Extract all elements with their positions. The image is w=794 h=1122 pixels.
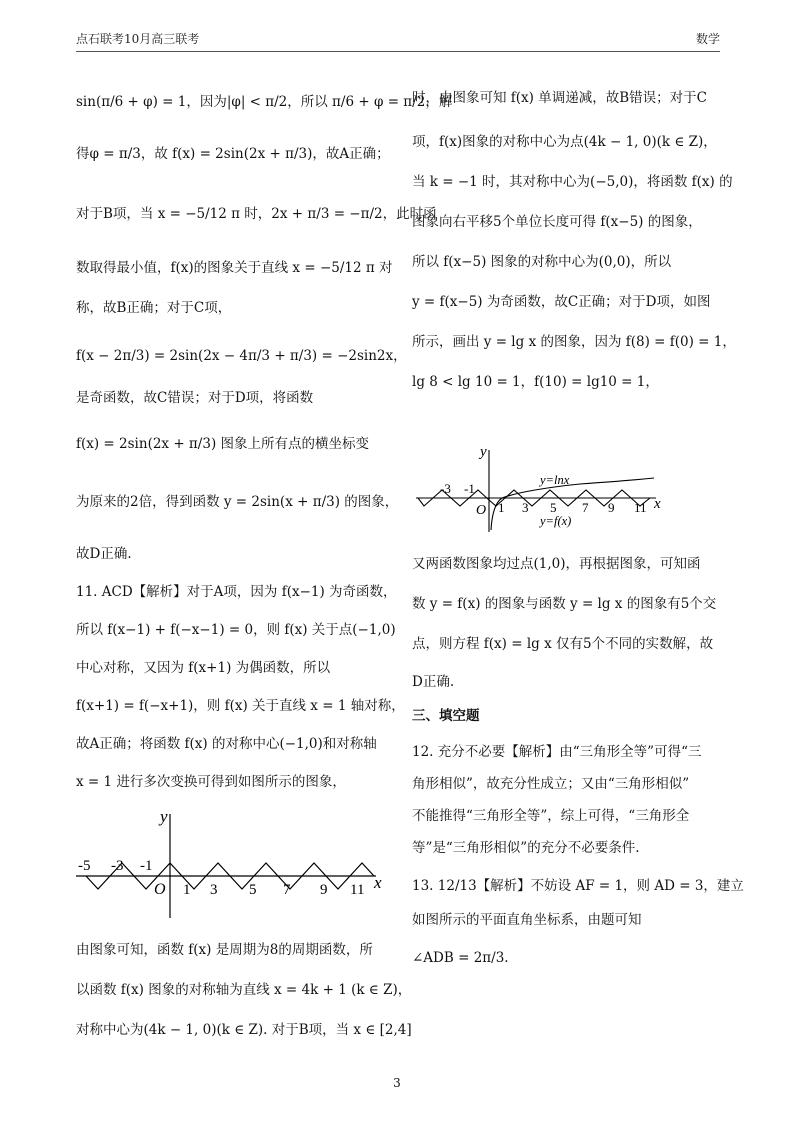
right-line-3: 当 k = −1 时，其对称中心为(−5,0)，将函数 f(x) 的 bbox=[412, 174, 733, 190]
graph1-origin: O bbox=[154, 881, 166, 898]
left-line-16: x = 1 进行多次变换可得到如图所示的图象， bbox=[76, 774, 346, 790]
graph1-tick-11: 11 bbox=[350, 882, 365, 898]
left-line-7: 是奇函数，故C错误；对于D项，将函数 bbox=[76, 390, 314, 406]
graph2-tick-neg3: -3 bbox=[440, 481, 451, 496]
right-line-1: 时，由图象可知 f(x) 单调递减，故B错误；对于C bbox=[412, 90, 707, 106]
right-line-18: 13. 12/13【解析】不妨设 AF = 1，则 AD = 3，建立 bbox=[412, 878, 744, 894]
left-line-1: sin(π/6 + φ) = 1，因为|φ| < π/2，所以 π/6 + φ = π/2，解 bbox=[76, 94, 453, 110]
right-line-11: 点，则方程 f(x) = lg x 仅有5个不同的实数解，故 bbox=[412, 636, 714, 652]
graph2-tick-11: 11 bbox=[634, 500, 647, 515]
graph1-x-label: x bbox=[374, 873, 382, 892]
graph2-y-label: y bbox=[480, 444, 487, 460]
left-line-19: 对称中心为(4k − 1, 0)(k ∈ Z). 对于B项，当 x ∈ [2,4] bbox=[76, 1022, 412, 1038]
right-line-8: lg 8 < lg 10 = 1，f(10) = lg10 = 1， bbox=[412, 374, 659, 390]
right-line-4: 图象向右平移5个单位长度可得 f(x−5) 的图象， bbox=[412, 214, 702, 230]
left-line-3: 对于B项，当 x = −5/12 π 时，2x + π/3 = −π/2，此时函 bbox=[76, 206, 437, 222]
graph1-tick-1: 1 bbox=[183, 882, 191, 898]
right-line-12: D正确. bbox=[412, 674, 455, 690]
page-number: 3 bbox=[393, 1076, 401, 1090]
graph1-y-label: y bbox=[160, 807, 168, 826]
graph2-tick-1: 1 bbox=[498, 500, 505, 515]
left-line-13: 中心对称，又因为 f(x+1) 为偶函数，所以 bbox=[76, 660, 331, 676]
graph2-x-label: x bbox=[654, 496, 661, 512]
right-line-15: 角形相似”，故充分性成立；又由“三角形相似” bbox=[412, 776, 690, 792]
graph2-tick-5: 5 bbox=[550, 500, 557, 515]
graph1-tick-neg5: -5 bbox=[78, 858, 91, 874]
right-line-7: 所示，画出 y = lg x 的图象，因为 f(8) = f(0) = 1， bbox=[412, 334, 736, 350]
graph2-tick-3: 3 bbox=[522, 500, 529, 515]
left-line-8: f(x) = 2sin(2x + π/3) 图象上所有点的横坐标变 bbox=[76, 436, 369, 452]
left-line-5: 称，故B正确；对于C项， bbox=[76, 300, 232, 316]
right-line-2: 项，f(x)图象的对称中心为点(4k − 1, 0)(k ∈ Z)， bbox=[412, 134, 717, 150]
left-line-15: 故A正确；将函数 f(x) 的对称中心(−1,0)和对称轴 bbox=[76, 736, 377, 752]
right-line-17: 等”是“三角形相似”的充分不必要条件. bbox=[412, 840, 640, 856]
left-line-11: 11. ACD【解析】对于A项，因为 f(x−1) 为奇函数， bbox=[76, 584, 397, 600]
right-line-16: 不能推得“三角形全等”，综上可得，“三角形全 bbox=[412, 808, 690, 824]
left-line-10: 故D正确. bbox=[76, 546, 132, 562]
graph1-tick-neg3: -3 bbox=[111, 858, 124, 874]
section-heading: 三、填空题 bbox=[412, 708, 480, 724]
graph2-tick-neg1: -1 bbox=[464, 481, 475, 496]
right-line-9: 又两函数图象均过点(1,0)，再根据图象，可知函 bbox=[412, 556, 701, 572]
left-line-14: f(x+1) = f(−x+1)，则 f(x) 关于直线 x = 1 轴对称， bbox=[76, 698, 405, 714]
left-line-17: 由图象可知，函数 f(x) 是周期为8的周期函数，所 bbox=[76, 942, 373, 958]
graph1-tick-9: 9 bbox=[320, 882, 328, 898]
right-line-20: ∠ADB = 2π/3. bbox=[412, 950, 509, 966]
left-line-9: 为原来的2倍，得到函数 y = 2sin(x + π/3) 的图象， bbox=[76, 494, 399, 510]
graph1-tick-3: 3 bbox=[210, 882, 218, 898]
graph1-tick-5: 5 bbox=[249, 882, 257, 898]
right-line-19: 如图所示的平面直角坐标系，由题可知 bbox=[412, 912, 642, 928]
graph-2 bbox=[410, 440, 670, 540]
graph2-lg-label: y=lnx bbox=[540, 473, 570, 487]
header-right: 数学 bbox=[695, 32, 720, 46]
left-line-6: f(x − 2π/3) = 2sin(2x − 4π/3 + π/3) = −2sin2x， bbox=[76, 348, 407, 364]
left-line-4: 数取得最小值，f(x)的图象关于直线 x = −5/12 π 对 bbox=[76, 260, 393, 276]
right-line-6: y = f(x−5) 为奇函数，故C正确；对于D项，如图 bbox=[412, 294, 711, 310]
left-line-18: 以函数 f(x) 图象的对称轴为直线 x = 4k + 1 (k ∈ Z)， bbox=[76, 982, 412, 998]
header-rule bbox=[76, 51, 720, 52]
graph2-tick-9: 9 bbox=[608, 500, 615, 515]
graph-1 bbox=[76, 806, 394, 924]
graph2-origin: O bbox=[476, 503, 487, 518]
right-line-5: 所以 f(x−5) 图象的对称中心为(0,0)，所以 bbox=[412, 254, 672, 270]
right-line-14: 12. 充分不必要【解析】由“三角形全等”可得“三 bbox=[412, 744, 702, 760]
graph1-tick-7: 7 bbox=[283, 882, 291, 898]
graph2-f-label: y=f(x) bbox=[540, 514, 572, 528]
left-line-2: 得φ = π/3，故 f(x) = 2sin(2x + π/3)，故A正确； bbox=[76, 146, 390, 162]
header-left: 点石联考10月高三联考 bbox=[76, 32, 200, 46]
right-line-10: 数 y = f(x) 的图象与函数 y = lg x 的图象有5个交 bbox=[412, 596, 717, 612]
graph2-tick-7: 7 bbox=[582, 500, 589, 515]
left-line-12: 所以 f(x−1) + f(−x−1) = 0，则 f(x) 关于点(−1,0) bbox=[76, 622, 396, 638]
graph1-tick-neg1: -1 bbox=[140, 858, 153, 874]
